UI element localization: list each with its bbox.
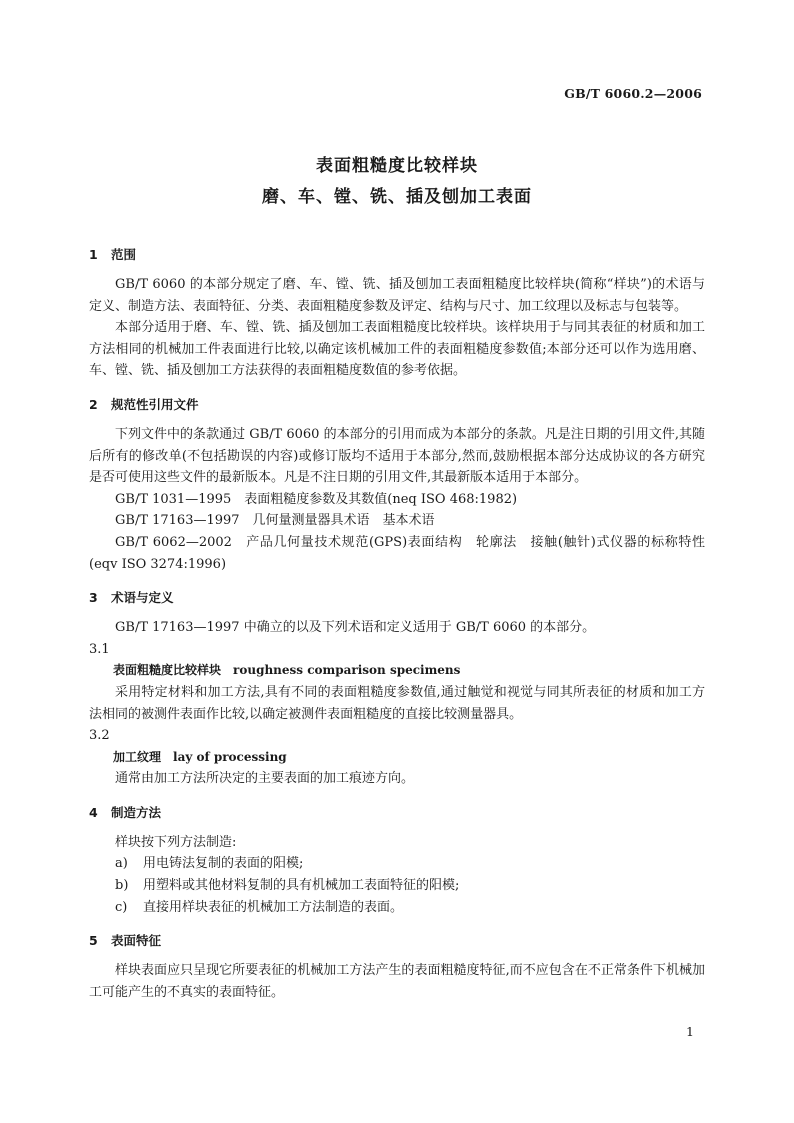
term-definition: 通常由加工方法所决定的主要表面的加工痕迹方向。 <box>115 771 415 787</box>
list-item <box>89 875 705 897</box>
section-heading-3 <box>89 587 705 609</box>
list-text: 直接用样块表征的机械加工方法制造的表面。 <box>143 899 404 915</box>
page-number: 1 <box>686 1024 694 1039</box>
section-number: 2 <box>89 396 98 412</box>
term-definition: 采用特定材料和加工方法,具有不同的表面粗糙度参数值,通过触觉和视觉与同其所表征的材质和加工方法相同的被测件表面作比较,以确定被测件表面粗糙度的直接比较测量器具。 <box>89 684 705 722</box>
paragraph: GB/T 6060 的本部分规定了磨、车、镗、铣、插及刨加工表面粗糙度比较样块(简称“样块”)的术语与定义、制造方法、表面特征、分类、表面粗糙度参数及评定、结构与尺寸、加工纹理以及标志与包装等。 <box>89 277 705 314</box>
list-text: 用电铸法复制的表面的阳模; <box>143 856 304 872</box>
document-body <box>89 244 705 1003</box>
list-label: c) <box>115 899 128 915</box>
term-number: 3.1 <box>89 641 110 657</box>
term-english: lay of processing <box>173 749 287 764</box>
paragraph: GB/T 17163—1997 中确立的以及下列术语和定义适用于 GB/T 6060 的本部分。 <box>115 620 596 636</box>
section-number: 4 <box>89 804 98 820</box>
section-number: 3 <box>89 590 98 606</box>
section-title: 规范性引用文件 <box>111 396 199 412</box>
paragraph: 本部分适用于磨、车、镗、铣、插及刨加工表面粗糙度比较样块。该样块用于与同其表征的材质和加工方法相同的机械加工件表面进行比较,以确定该机械加工件的表面粗糙度参数值;本部分还可以作为选用磨、车、镗、铣、插及刨加工方法获得的表面粗糙度数值的参考依据。 <box>89 320 705 379</box>
document-title-line2: 磨、车、镗、铣、插及刨加工表面 <box>262 187 532 207</box>
paragraph: 样块按下列方法制造: <box>115 834 237 850</box>
list-label: b) <box>115 878 129 894</box>
paragraph: 下列文件中的条款通过 GB/T 6060 的本部分的引用而成为本部分的条款。凡是注日期的引用文件,其随后所有的修改单(不包括勘误的内容)或修订版均不适用于本部分,然而,鼓励根据本部分达成协议的各方研究是否可使用这些文件的最新版本。凡是不注日期的引用文件,其最新版本适用于本部分。 <box>89 426 705 486</box>
paragraph: 样块表面应只呈现它所要表征的机械加工方法产生的表面粗糙度特征,而不应包含在不正常条件下机械加工可能产生的不真实的表面特征。 <box>89 963 705 1000</box>
standard-code: GB/T 6060.2—2006 <box>564 86 702 101</box>
section-title: 制造方法 <box>111 804 162 820</box>
list-label: a) <box>115 856 128 872</box>
section-title: 范围 <box>111 247 137 262</box>
reference-item: GB/T 17163—1997 几何量测量器具术语 基本术语 <box>115 513 435 529</box>
list-item <box>89 897 705 919</box>
document-title-line1: 表面粗糙度比较样块 <box>316 156 478 176</box>
section-heading-2 <box>89 394 705 416</box>
list-item <box>89 853 705 875</box>
list-text: 用塑料或其他材料复制的具有机械加工表面特征的阳模; <box>143 878 460 894</box>
term-english: roughness comparison specimens <box>233 663 461 678</box>
section-number: 1 <box>89 247 98 262</box>
reference-item: GB/T 1031—1995 表面粗糙度参数及其数值(neq ISO 468:1982) <box>115 491 518 507</box>
term-heading <box>89 660 705 682</box>
reference-item: GB/T 6062—2002 产品几何量技术规范(GPS)表面结构 轮廓法 接触(触针)式仪器的标称特性(eqv ISO 3274:1996) <box>89 534 705 572</box>
term-heading <box>89 747 705 769</box>
term-chinese: 表面粗糙度比较样块 <box>113 663 222 678</box>
section-number: 5 <box>89 933 98 949</box>
term-number: 3.2 <box>89 728 110 744</box>
section-title: 术语与定义 <box>111 590 174 606</box>
section-title: 表面特征 <box>111 933 162 949</box>
section-heading-4 <box>89 802 705 824</box>
section-heading-5 <box>89 930 705 952</box>
section-heading-1 <box>89 244 705 266</box>
term-chinese: 加工纹理 <box>113 749 162 764</box>
